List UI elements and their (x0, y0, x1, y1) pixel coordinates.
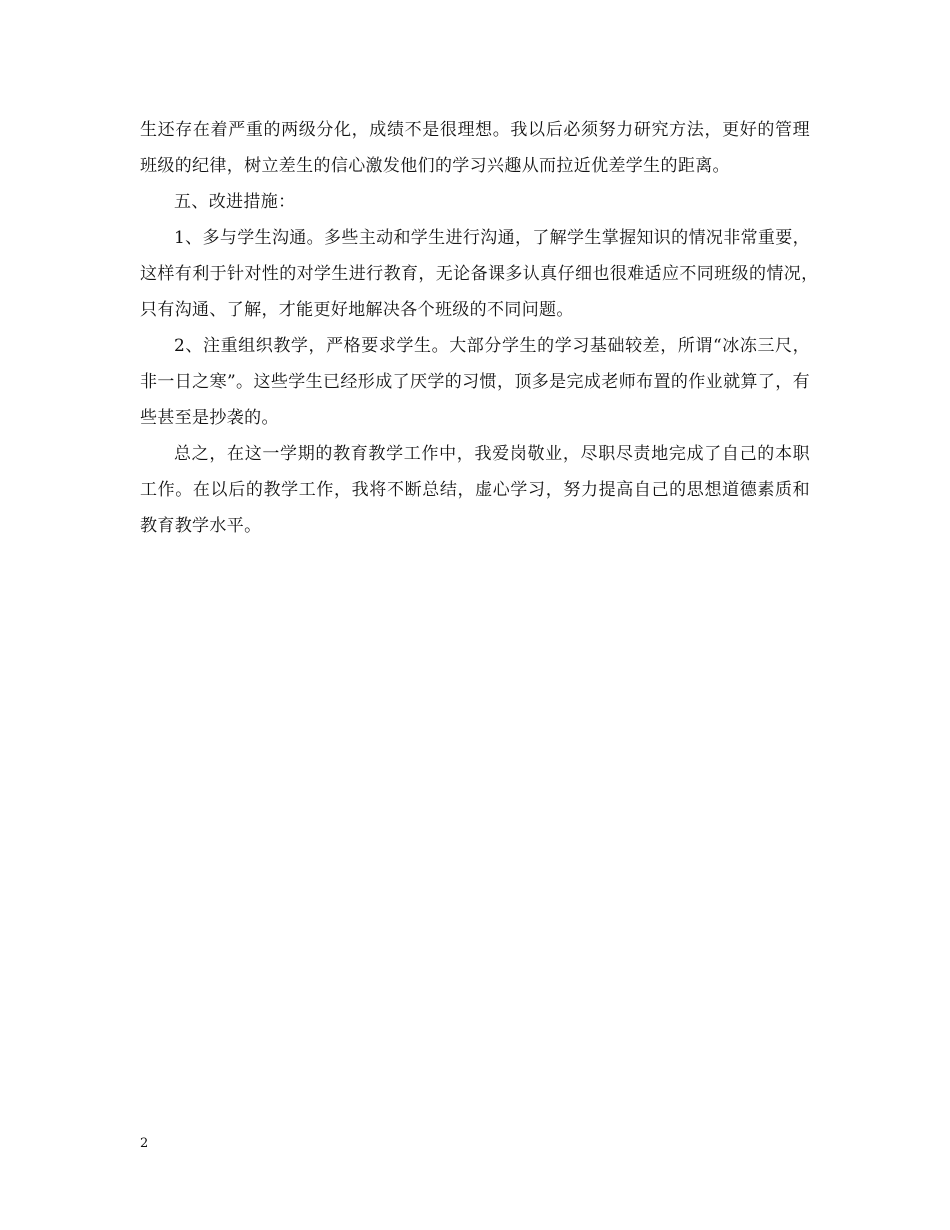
paragraph-measure-2: 2、注重组织教学，严格要求学生。大部分学生的学习基础较差，所谓“冰冻三尺，非一日之寒”。这些学生已经形成了厌学的习惯，顶多是完成老师布置的作业就算了，有些甚至是抄袭的。 (140, 336, 810, 428)
paragraph-continuation: 生还存在着严重的两级分化，成绩不是很理想。我以后必须努力研究方法，更好的管理班级的纪律，树立差生的信心激发他们的学习兴趣从而拉近优差学生的距离。 (140, 120, 810, 176)
page-number: 2 (140, 1136, 149, 1151)
paragraph-measure-1: 1、多与学生沟通。多些主动和学生进行沟通，了解学生掌握知识的情况非常重要，这样有利于针对性的对学生进行教育，无论备课多认真仔细也很难适应不同班级的情况， 只有沟通、了解，才能更好地解决各个班级的不同问题。 (140, 228, 828, 320)
document-body (140, 112, 828, 544)
paragraph-summary: 总之，在这一学期的教育教学工作中，我爱岗敬业，尽职尽责地完成了自己的本职工作。在以后的教学工作，我将不断总结，虚心学习，努力提高自己的思想道德素质和教育教学水平。 (140, 444, 810, 536)
section-heading-improvements: 五、改进措施： (174, 192, 296, 212)
